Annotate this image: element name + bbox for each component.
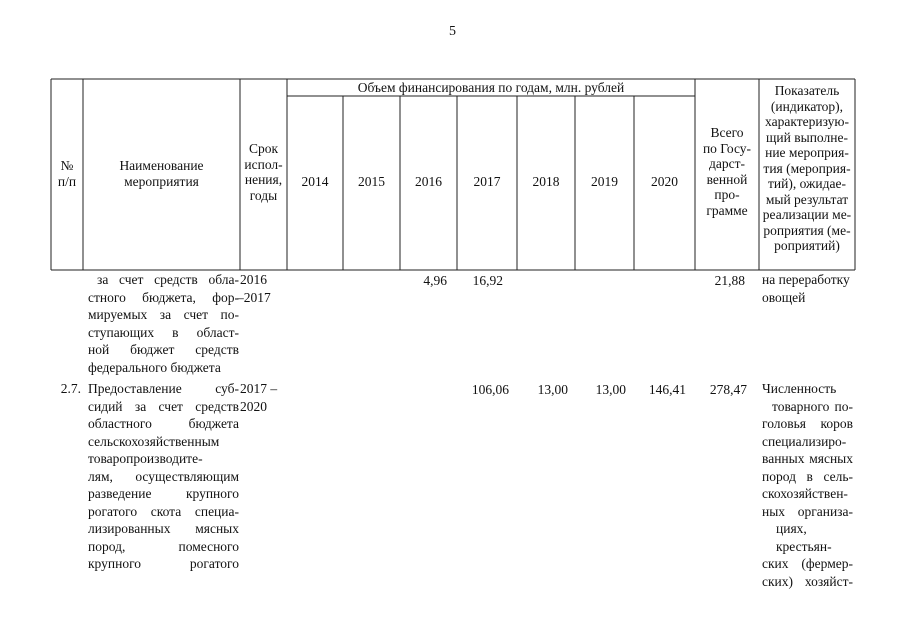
header-funding-title: Объем финансирования по годам, млн. рублей: [357, 80, 625, 95]
header-year-2015: 2015: [358, 174, 385, 189]
header-year-2019: 2019: [591, 174, 618, 189]
header-name: Наименование мероприятия: [119, 158, 204, 189]
header-indicator: Показатель (индикатор), характеризую- щий выполне- ние мероприя- тия (мероприя- тий), ожидае- мый результат реализации ме- роприятия (ме- роприятий): [762, 83, 852, 253]
row2-total: 278,47: [709, 382, 747, 397]
row2-value-2020: 146,41: [648, 382, 686, 397]
page-number: 5: [449, 24, 456, 39]
header-total: Всего по Госу- дарст- венной про- грамме: [702, 125, 752, 218]
header-year-2016: 2016: [415, 174, 442, 189]
header-term: Срок испол- нения, годы: [244, 141, 283, 203]
row1-term: 2016 –2017: [237, 272, 271, 305]
header-year-2014: 2014: [301, 174, 329, 189]
row2-value-2017: 106,06: [471, 382, 509, 397]
header-year-2020: 2020: [651, 174, 678, 189]
row2-term: 2017 – 2020: [240, 381, 278, 414]
header-year-2017: 2017: [473, 174, 501, 189]
row2-value-2018: 13,00: [537, 382, 568, 397]
header-year-2018: 2018: [532, 174, 560, 189]
header-num: № п/п: [57, 158, 77, 189]
row2-num: 2.7.: [60, 381, 81, 396]
row1-value-2017: 16,92: [472, 273, 503, 288]
row2-name: Предоставление суб- сидий за счет средств областного бюджета сельскохозяйственным товаропроизводите- лям, осуществляющим разведение крупного рогатого скота специа- лизированных мясных пород, помесного крупного рогатого: [88, 381, 239, 571]
row2-indicator: Численность товарного по- головья коров специализиро- ванных мясных пород в сель- скохозяйствен- ных организа- циях, крестьян- ских (фермер- ских) хозяйст-: [762, 381, 853, 589]
row1-indicator: на переработку овощей: [762, 272, 850, 305]
row1-value-2016: 4,96: [423, 273, 447, 288]
row1-name: за счет средств обла- стного бюджета, фор- мируемых за счет по- ступающих в област- ной бюджет средств федерального бюджета: [88, 272, 239, 375]
row1-total: 21,88: [714, 273, 745, 288]
row2-value-2019: 13,00: [595, 382, 626, 397]
